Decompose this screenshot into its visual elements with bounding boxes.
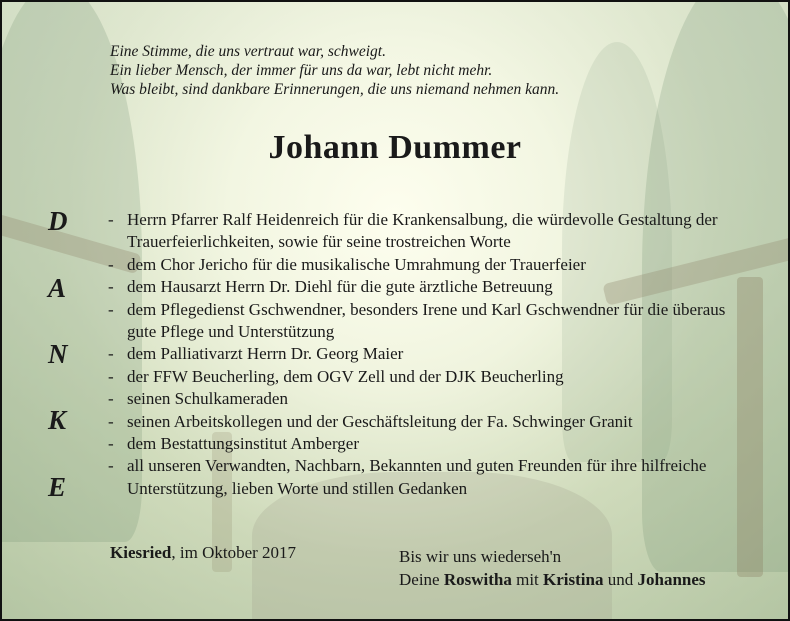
quote-line: Eine Stimme, die uns vertraut war, schweigt. (110, 43, 386, 60)
signoff-name: Roswitha (443, 570, 512, 589)
thanks-list (106, 209, 746, 500)
signoff-prefix: Deine (399, 570, 444, 589)
danke-letter: E (48, 472, 67, 502)
signoff-joiner: mit (511, 570, 544, 589)
thanks-item: - all unseren Verwandten, Nachbarn, Bekannten und guten Freunden für ihre hilfreiche Unterstützung, lieben Worte und stillen Gedanken (106, 455, 746, 500)
thanks-item: - dem Pflegedienst Gschwendner, besonders Irene und Karl Gschwendner für die überaus gute Pflege und Unterstützung (106, 299, 746, 344)
quote-line: Was bleibt, sind dankbare Erinnerungen, die uns niemand nehmen kann. (110, 81, 560, 98)
thanks-item: - dem Chor Jericho für die musikalische Umrahmung der Trauerfeier (106, 254, 746, 276)
signoff-name: Kristina (543, 570, 604, 589)
place-and-date (110, 543, 296, 563)
place-town: Kiesried (110, 543, 172, 562)
thanks-item: - Herrn Pfarrer Ralf Heidenreich für die Krankensalbung, die würdevolle Gestaltung der Trauerfeierlichkeiten, sowie für seine trostreichen Worte (106, 209, 746, 254)
thanks-item: - dem Palliativarzt Herrn Dr. Georg Maier (106, 343, 746, 365)
memorial-quote (110, 42, 559, 99)
quote-line: Ein lieber Mensch, der immer für uns da war, lebt nicht mehr. (110, 62, 493, 79)
thanks-item: - seinen Arbeitskollegen und der Geschäftsleitung der Fa. Schwinger Granit (106, 411, 746, 433)
danke-letter: K (48, 405, 67, 435)
danke-letter: D (48, 206, 68, 236)
danke-letter: A (48, 273, 67, 303)
signoff-line: Bis wir uns wiederseh'n (399, 547, 562, 566)
signoff-names (399, 568, 706, 591)
signoff-joiner: und (603, 570, 638, 589)
thanks-item: - dem Hausarzt Herrn Dr. Diehl für die gute ärztliche Betreuung (106, 276, 746, 298)
thanks-item: - der FFW Beucherling, dem OGV Zell und der DJK Beucherling (106, 366, 746, 388)
thanks-item: - dem Bestattungsinstitut Amberger (106, 433, 746, 455)
signoff (399, 545, 706, 591)
thanks-item: - seinen Schulkameraden (106, 388, 746, 410)
deceased-name: Johann Dummer (268, 129, 522, 166)
place-date: , im Oktober 2017 (171, 543, 297, 562)
signoff-name: Johannes (637, 570, 706, 589)
danke-letter: N (48, 339, 68, 369)
